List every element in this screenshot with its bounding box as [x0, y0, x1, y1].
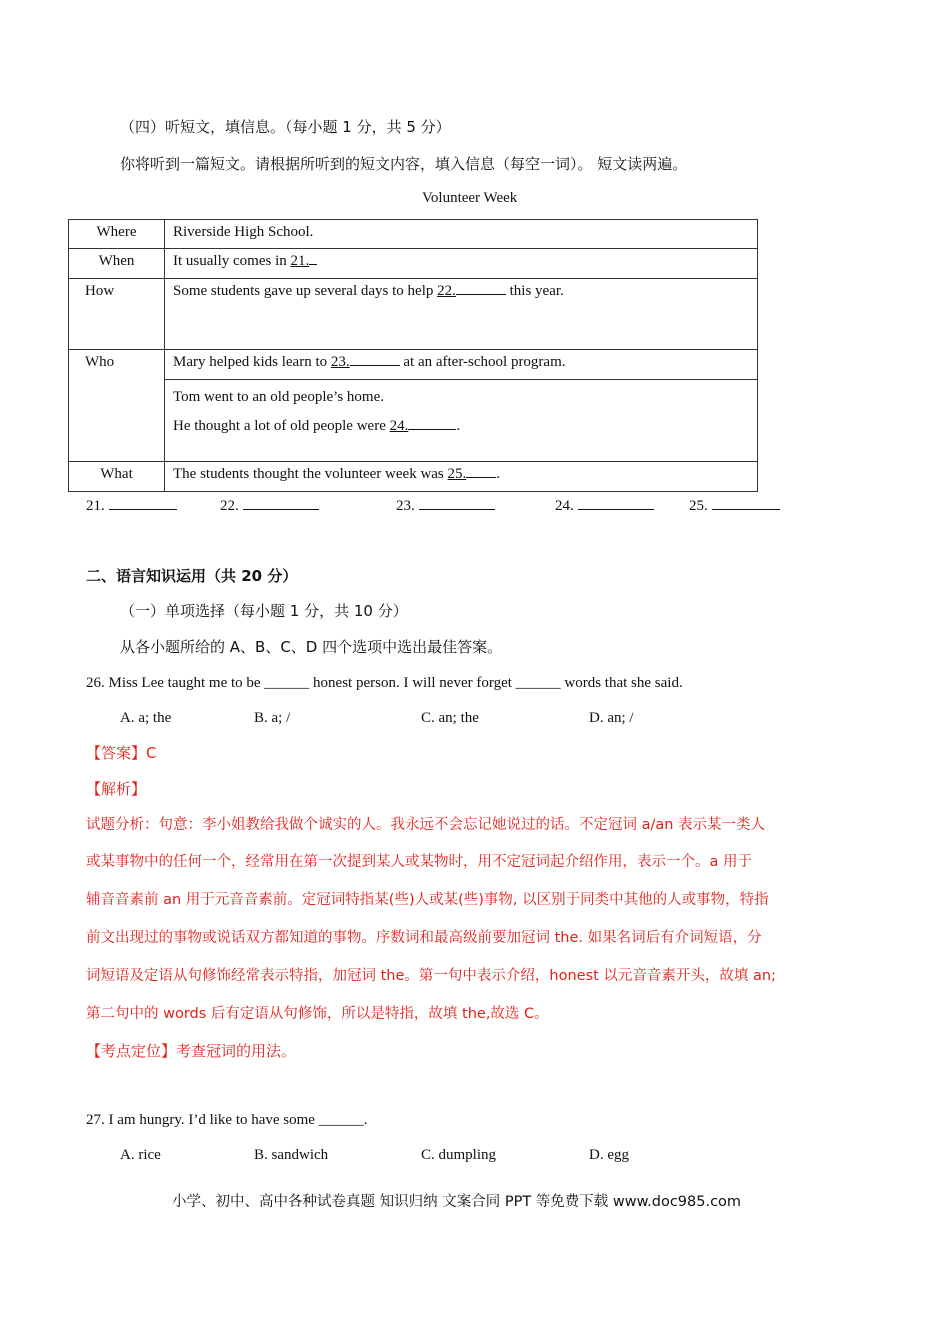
- what-text-after: .: [496, 466, 501, 482]
- q26-option-d[interactable]: D. an; /: [589, 710, 634, 726]
- q26-point: 【考点定位】考查冠词的用法。: [86, 1042, 297, 1060]
- answer-blank-24-label: 24.: [555, 498, 574, 514]
- blank-22-line: [456, 294, 506, 295]
- how-text-after: this year.: [509, 283, 564, 299]
- section-4-heading: （四）听短文，填信息。（每小题 1 分，共 5 分）: [120, 118, 451, 136]
- q27-option-d[interactable]: D. egg: [589, 1147, 629, 1163]
- row-who-2: [69, 380, 758, 462]
- row-how: [69, 279, 758, 350]
- answer-blank-22[interactable]: [220, 496, 319, 516]
- blank-22: 22.: [437, 283, 456, 299]
- blank-25: 25.: [447, 466, 467, 482]
- q26-analysis-line-1: 试题分析：句意：李小姐教给我做个诚实的人。我永远不会忘记她说过的话。不定冠词 a/an 表示某一类人: [86, 817, 766, 833]
- q26-answer: 【答案】C: [86, 744, 157, 762]
- blank-21-line: [309, 264, 317, 265]
- part-2-instruction: 从各小题所给的 A、B、C、D 四个选项中选出最佳答案。: [120, 638, 503, 656]
- q26-analysis-line-5: 词短语及定语从句修饰经常表示特指，加冠词 the。第一句中表示介绍，honest 以元音音素开头，故填 an;: [86, 968, 776, 984]
- who-line2: Tom went to an old people’s home.: [173, 389, 384, 405]
- row-when: [69, 249, 758, 279]
- text-who-tom: [165, 380, 758, 462]
- blank-24-line: [408, 429, 456, 430]
- text-where: Riverside High School.: [165, 220, 758, 249]
- page-footer: 小学、初中、高中各种试卷真题 知识归纳 文案合同 PPT 等免费下载 www.doc985.com: [172, 1194, 742, 1210]
- answer-blank-25[interactable]: [689, 496, 780, 516]
- q26-option-c[interactable]: C. an; the: [421, 710, 479, 726]
- blank-21: 21.: [290, 253, 310, 269]
- answer-blank-22-label: 22.: [220, 498, 239, 514]
- who-line3-after: .: [456, 418, 461, 434]
- answer-blank-22-line: [243, 509, 319, 510]
- q26-analysis-line-2: 或某事物中的任何一个，经常用在第一次提到某人或某物时，用不定冠词起介绍作用，表示一个。a 用于: [86, 854, 752, 870]
- part-2-sub-heading: （一）单项选择（每小题 1 分，共 10 分）: [120, 602, 408, 620]
- what-text-before: The students thought the volunteer week was: [173, 466, 444, 482]
- label-what: What: [69, 462, 165, 492]
- how-text-before: Some students gave up several days to help: [173, 283, 434, 299]
- answer-blank-23[interactable]: [396, 496, 495, 516]
- row-what: [69, 462, 758, 492]
- label-when: When: [69, 249, 165, 279]
- blank-24: 24.: [389, 418, 409, 434]
- volunteer-week-table: [68, 219, 758, 492]
- q27-option-c[interactable]: C. dumpling: [421, 1147, 497, 1163]
- text-when: [165, 249, 758, 279]
- who-line1-before: Mary helped kids learn to: [173, 354, 328, 370]
- q26-stem: 26. Miss Lee taught me to be ______ honest person. I will never forget ______ words that she said.: [86, 675, 683, 691]
- answer-blank-23-line: [419, 509, 495, 510]
- who-line1-after: at an after-school program.: [403, 354, 566, 370]
- text-what: [165, 462, 758, 492]
- text-who-mary: [165, 350, 758, 380]
- when-text: It usually comes in: [173, 253, 287, 269]
- answer-blank-21-label: 21.: [86, 498, 105, 514]
- row-where: [69, 220, 758, 249]
- blank-23: 23.: [330, 354, 350, 370]
- q27-option-b[interactable]: B. sandwich: [254, 1147, 329, 1163]
- q26-analysis-line-4: 前文出现过的事物或说话双方都知道的事物。序数词和最高级前要加冠词 the. 如果名词后有介词短语，分: [86, 930, 762, 946]
- who-line3: [173, 416, 749, 436]
- row-who-1: [69, 350, 758, 380]
- text-how: [165, 279, 758, 350]
- q26-analysis-label: 【解析】: [86, 780, 147, 798]
- answer-blank-24[interactable]: [555, 496, 654, 516]
- answer-blank-25-label: 25.: [689, 498, 708, 514]
- answer-blank-25-line: [712, 509, 780, 510]
- blank-25-line: [466, 477, 496, 478]
- part-2-heading: 二、语言知识运用（共 20 分）: [86, 567, 298, 585]
- who-line3-before: He thought a lot of old people were: [173, 418, 386, 434]
- answer-blank-24-line: [578, 509, 654, 510]
- answer-blank-21-line: [109, 509, 177, 510]
- q26-analysis-line-6: 第二句中的 words 后有定语从句修饰，所以是特指，故填 the,故选 C。: [86, 1006, 549, 1022]
- q26-option-a[interactable]: A. a; the: [120, 710, 172, 726]
- blank-23-line: [350, 365, 400, 366]
- label-who: Who: [69, 350, 165, 462]
- label-where: Where: [69, 220, 165, 249]
- q26-analysis-line-3: 辅音音素前 an 用于元音音素前。定冠词特指某(些)人或某(些)事物, 以区别于同类中其他的人或事物，特指: [86, 892, 769, 908]
- q26-option-b[interactable]: B. a; /: [254, 710, 291, 726]
- q27-stem: 27. I am hungry. I’d like to have some ______.: [86, 1112, 368, 1128]
- answer-blank-21[interactable]: [86, 496, 177, 516]
- label-how: How: [69, 279, 165, 350]
- answer-blank-23-label: 23.: [396, 498, 415, 514]
- section-4-instruction: 你将听到一篇短文。请根据所听到的短文内容，填入信息（每空一词）。 短文读两遍。: [120, 155, 688, 173]
- q27-option-a[interactable]: A. rice: [120, 1147, 161, 1163]
- table-title: Volunteer Week: [422, 190, 518, 206]
